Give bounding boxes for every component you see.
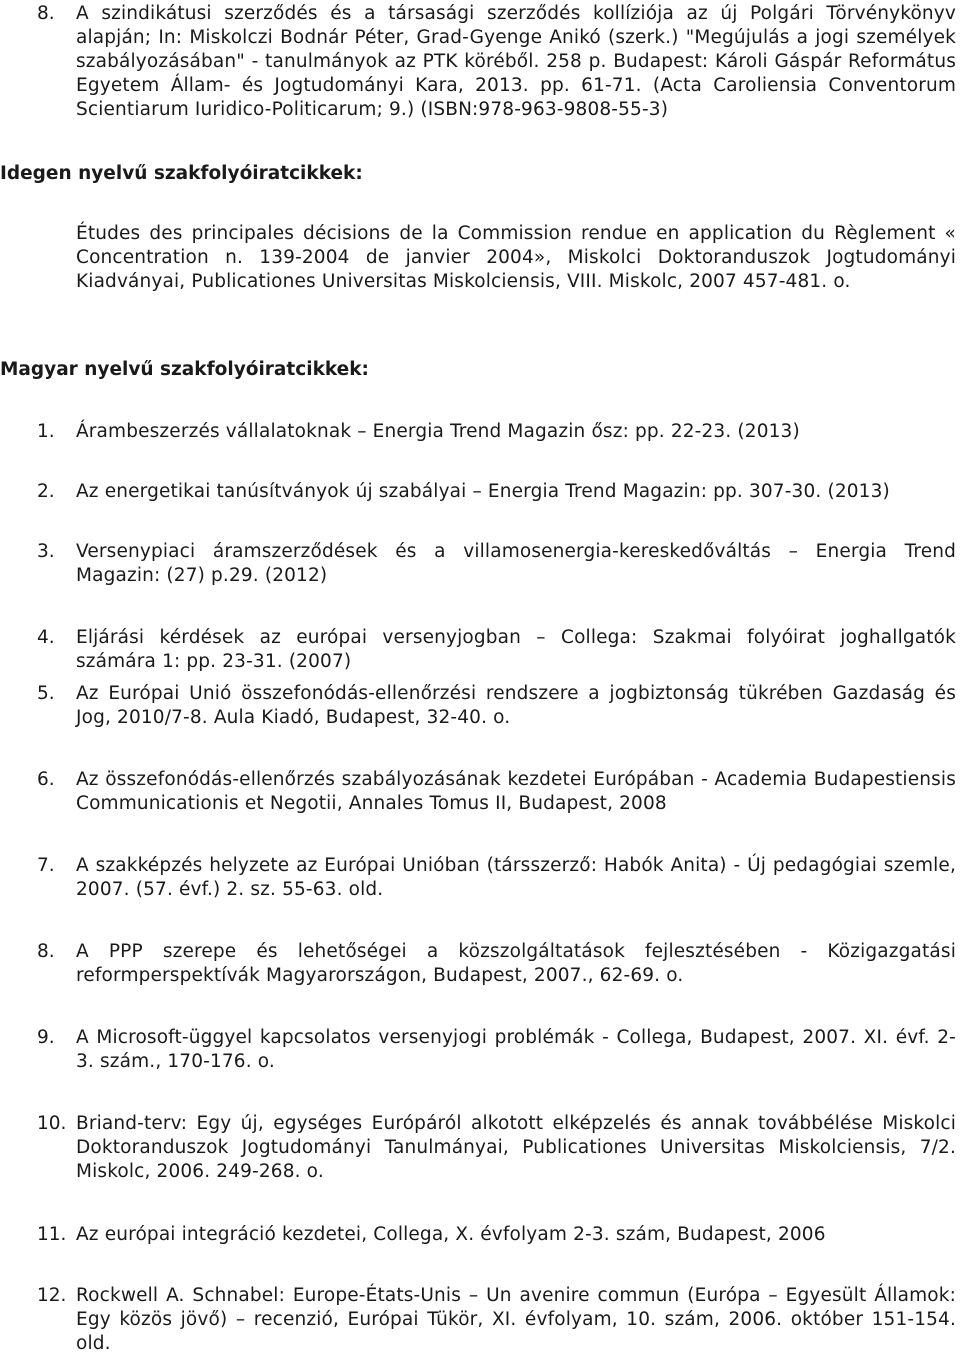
item-number: 12. — [37, 1285, 67, 1306]
foreign-articles-heading: Idegen nyelvű szakfolyóiratcikkek: — [0, 163, 363, 184]
list-item — [0, 682, 956, 730]
item-number: 5. — [37, 683, 55, 704]
item-text: A szindikátusi szerződés és a társasági szerződés kollíziója az új Polgári Törvénykönyv alapján; In: Miskolczi Bodnár Péter, Grad-Gyenge Anikó (szerk.) "Megújulás a jogi személyek szabályozásában" - tanulmányok az PTK köréből. 258 p. Budapest: Károli Gáspár Református Egyetem Állam- és Jogtudományi Kara, 2013. pp. 61-71. (Acta Caroliensia Conventorum Scientiarum Iuridico-Politicarum; 9.) (ISBN:978-963-9808-55-3) — [76, 3, 956, 120]
list-item — [0, 420, 956, 444]
item-number: 9. — [37, 1027, 55, 1048]
item-text: A szakképzés helyzete az Európai Unióban (társszerző: Habók Anita) - Új pedagógiai szemle, 2007. (57. évf.) 2. sz. 55-63. old. — [76, 855, 956, 900]
item-text: Az Európai Unió összefonódás-ellenőrzési rendszere a jogbiztonság tükrében Gazdaság és Jog, 2010/7-8. Aula Kiadó, Budapest, 32-40. o. — [76, 683, 956, 728]
hungarian-articles-heading: Magyar nyelvű szakfolyóiratcikkek: — [0, 359, 369, 380]
item-text: Rockwell A. Schnabel: Europe-États-Unis – Un avenire commun (Európa – Egyesült Államok: Egy közös jövő) – recenzió, Európai Tükör, XI. évfolyam, 10. szám, 2006. október 151-154. old. — [76, 1285, 956, 1354]
item-text: Az energetikai tanúsítványok új szabályai – Energia Trend Magazin: pp. 307-30. (2013) — [76, 481, 890, 502]
item-number: 3. — [37, 541, 55, 562]
item-text: Az összefonódás-ellenőrzés szabályozásának kezdetei Európában - Academia Budapestiensis Communicationis et Negotii, Annales Tomus II, Budapest, 2008 — [76, 769, 956, 814]
item-number: 1. — [37, 421, 55, 442]
list-item — [0, 940, 956, 988]
item-text: Az európai integráció kezdetei, Collega, X. évfolyam 2-3. szám, Budapest, 2006 — [76, 1224, 826, 1245]
item-text: A Microsoft-üggyel kapcsolatos versenyjogi problémák - Collega, Budapest, 2007. XI. évf. 2-3. szám., 170-176. o. — [76, 1027, 956, 1072]
foreign-article-text: Études des principales décisions de la Commission rendue en application du Règlement « Concentration n. 139-2004 de janvier 2004», Miskolci Doktoranduszok Jogtudományi Kiadványai, Publicationes Universitas Miskolciensis, VIII. Miskolc, 2007 457-481. o. — [76, 223, 956, 292]
item-number: 11. — [37, 1224, 67, 1245]
list-item — [0, 1026, 956, 1074]
item-number: 8. — [37, 3, 55, 24]
item-number: 8. — [37, 941, 55, 962]
item-number: 4. — [37, 627, 55, 648]
list-item — [0, 1223, 956, 1247]
item-text: Eljárási kérdések az európai versenyjogban – Collega: Szakmai folyóirat joghallgatók számára 1: pp. 23-31. (2007) — [76, 627, 956, 672]
list-item — [0, 1284, 956, 1356]
list-item — [0, 768, 956, 816]
item-number: 6. — [37, 769, 55, 790]
item-text: Briand-terv: Egy új, egységes Európáról alkotott elképzelés és annak továbbélése Miskolci Doktoranduszok Jogtudományi Tanulmányai, Publicationes Universitas Miskolciensis, 7/2. Miskolc, 2006. 249-268. o. — [76, 1113, 956, 1182]
item-number: 10. — [37, 1113, 67, 1134]
list-item — [0, 2, 956, 122]
list-item — [0, 854, 956, 902]
list-item — [0, 1112, 956, 1184]
list-item — [0, 480, 956, 504]
item-text: Árambeszerzés vállalatoknak – Energia Trend Magazin ősz: pp. 22-23. (2013) — [76, 421, 800, 442]
list-item — [0, 540, 956, 588]
list-item — [0, 626, 956, 674]
item-text: Versenypiaci áramszerződések és a villamosenergia-kereskedőváltás – Energia Trend Magazin: (27) p.29. (2012) — [76, 541, 956, 586]
item-number: 7. — [37, 855, 55, 876]
item-text: A PPP szerepe és lehetőségei a közszolgáltatások fejlesztésében - Közigazgatási reformperspektívák Magyarországon, Budapest, 2007., 62-69. o. — [76, 941, 956, 986]
item-number: 2. — [37, 481, 55, 502]
